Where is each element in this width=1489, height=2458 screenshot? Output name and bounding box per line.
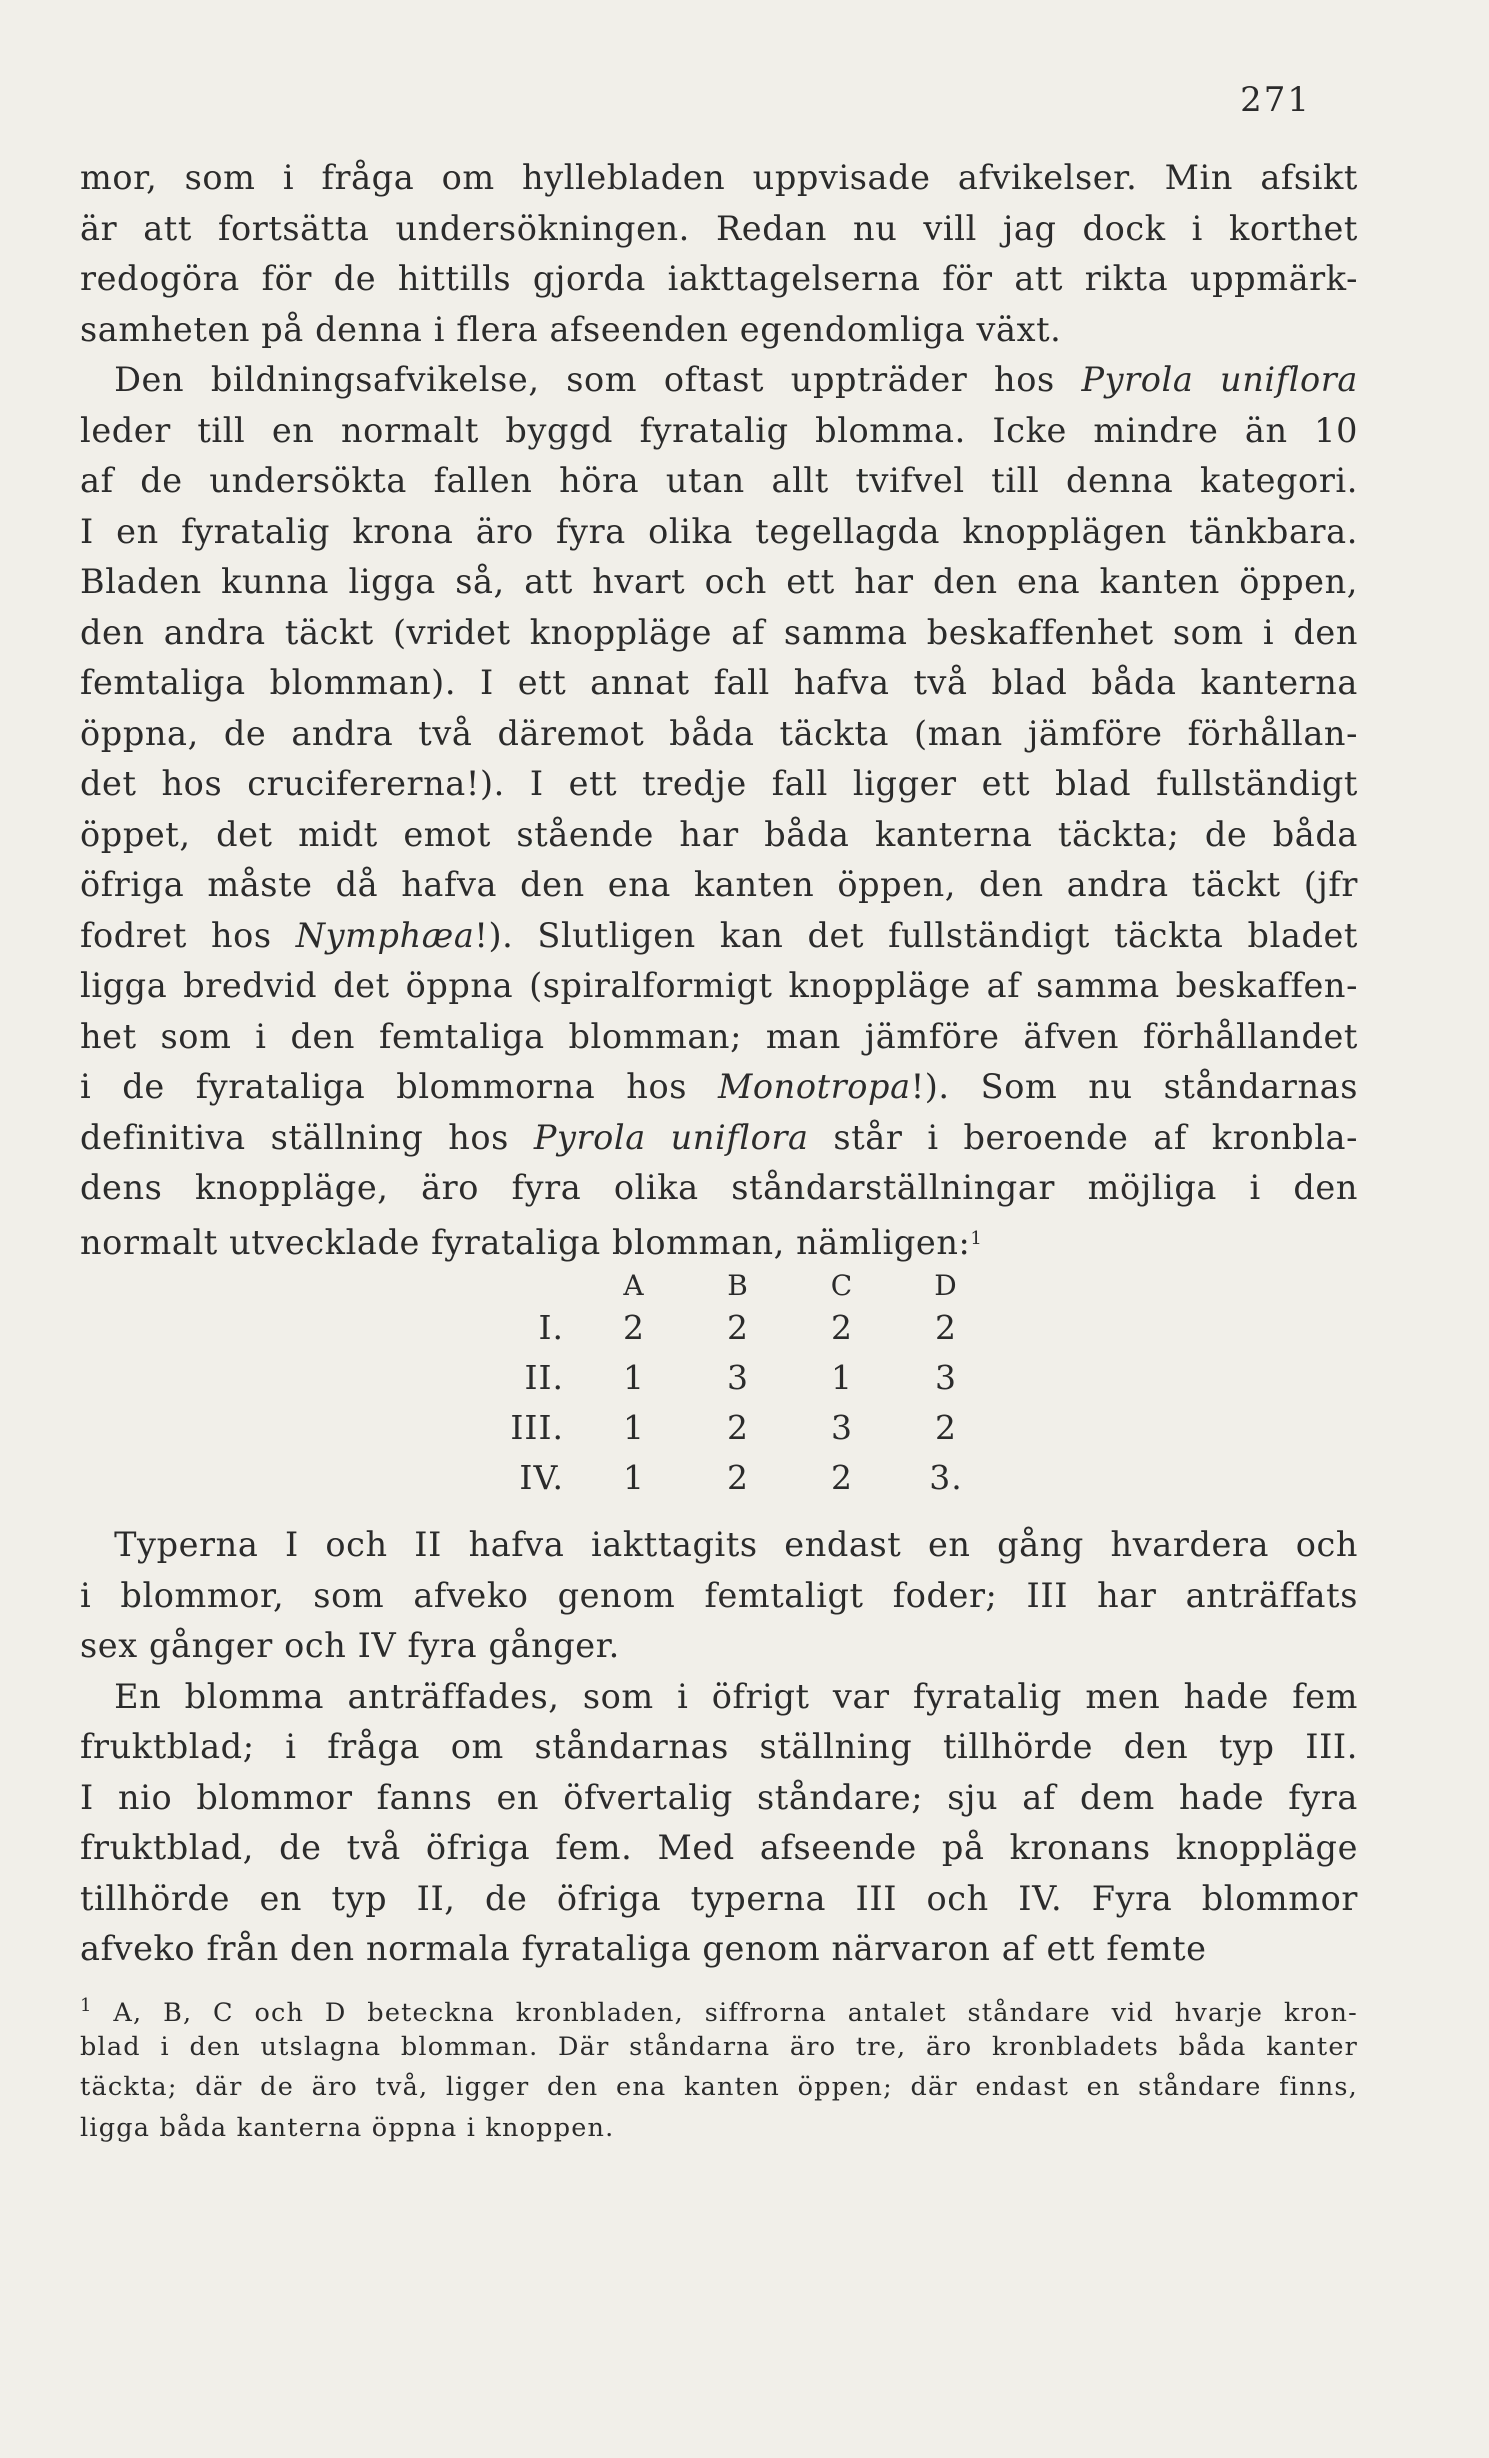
- table-cell: 2: [727, 1307, 749, 1347]
- text-line: [80, 1823, 1358, 1874]
- italic-text: Nymphæa: [295, 915, 475, 955]
- table-row: [488, 1452, 998, 1502]
- text-line: [80, 2108, 1358, 2149]
- row-label: III.: [510, 1407, 564, 1447]
- text-line: [80, 355, 1358, 406]
- text-segment: i blommor, som afveko genom femtaligt foder; III har anträffats: [80, 1575, 1358, 1615]
- table-cell: 1: [623, 1457, 645, 1497]
- text-line: [80, 1773, 1358, 1824]
- text-segment: afveko från den normala fyrataliga genom närvaron af ett femte: [80, 1929, 1207, 1968]
- text-segment: dens knoppläge, äro fyra olika ståndarställningar möjliga i den: [80, 1168, 1358, 1207]
- table-cell: 1: [831, 1357, 853, 1397]
- table-header-row: [488, 1268, 998, 1302]
- text-segment: En blomma anträffades, som i öfrigt var fyratalig men hade fem: [80, 1676, 1358, 1716]
- text-line: [80, 860, 1358, 911]
- text-line: [80, 456, 1358, 507]
- text-segment: Bladen kunna ligga så, att hvart och ett har den ena kanten öppen,: [80, 562, 1358, 601]
- text-line: [80, 1113, 1358, 1164]
- text-segment: Typerna I och II hafva iakttagits endast en gång hvardera och: [80, 1525, 1358, 1564]
- italic-text: Monotropa: [718, 1067, 911, 1106]
- text-line: [80, 305, 1358, 356]
- text-line: [80, 608, 1358, 659]
- text-line: [80, 1722, 1358, 1773]
- column-header-b: B: [727, 1268, 749, 1302]
- text-segment: fruktblad, de två öfriga fem. Med afseende på kronans knoppläge: [80, 1828, 1358, 1867]
- text-segment: Den bildningsafvikelse, som oftast uppträder hos: [80, 360, 1082, 399]
- text-segment: sex gånger och IV fyra gånger.: [80, 1626, 620, 1665]
- text-segment: öfriga måste då hafva den ena kanten öppen, den andra täckt (jfr: [80, 865, 1358, 904]
- text-segment: het som i den femtaliga blomman; man jämföre äfven förhållandet: [80, 1016, 1358, 1056]
- table-cell: 2: [935, 1307, 957, 1347]
- text-line: [80, 961, 1358, 1012]
- text-segment: ligga bredvid det öppna (spiralformigt knoppläge af samma beskaffen-: [80, 966, 1358, 1005]
- table-cell: 3: [727, 1357, 749, 1397]
- table-cell: 1: [623, 1357, 645, 1397]
- text-segment: mor, som i fråga om hyllebladen uppvisade afvikelser. Min afsikt: [80, 158, 1358, 197]
- table-corner: [488, 1268, 582, 1302]
- text-line: [80, 1062, 1358, 1113]
- text-segment: står i beroende af kronbla-: [808, 1117, 1359, 1157]
- table-cell: 2: [831, 1457, 853, 1497]
- text-line: [80, 1214, 1358, 1265]
- row-label: IV.: [519, 1457, 564, 1497]
- text-segment: öppet, det midt emot stående har båda kanterna täckta; de båda: [80, 814, 1358, 854]
- text-segment: är att fortsätta undersökningen. Redan nu vill jag dock i korthet: [80, 208, 1358, 248]
- table-cell: 3: [935, 1357, 957, 1397]
- text-segment: samheten på denna i flera afseenden egendomliga växt.: [80, 309, 1062, 349]
- stamen-position-table: [488, 1268, 998, 1502]
- text-segment: redogöra för de hittills gjorda iakttagelserna för att rikta uppmärk-: [80, 259, 1358, 298]
- text-segment: definitiva ställning hos: [80, 1117, 534, 1157]
- footnote-marker: 1: [80, 1995, 93, 2016]
- text-segment: af de undersökta fallen höra utan allt tvifvel till denna kategori.: [80, 461, 1358, 500]
- text-line: [80, 1571, 1358, 1622]
- text-segment: blad i den utslagna blomman. Där ståndarna äro tre, äro kronbladets båda kanter: [80, 2031, 1358, 2062]
- text-line: [80, 1672, 1358, 1723]
- footnote-marker: 1: [970, 1227, 983, 1249]
- footnote: [80, 1986, 1358, 2148]
- text-segment: öppna, de andra två däremot båda täckta (man jämföre förhållan-: [80, 713, 1358, 753]
- text-line: [80, 254, 1358, 305]
- text-line: [80, 204, 1358, 255]
- italic-text: Pyrola uniflora: [533, 1117, 809, 1157]
- text-segment: det hos crucifererna!). I ett tredje fall ligger ett blad fullständigt: [80, 764, 1358, 803]
- text-segment: I nio blommor fanns en öfvertalig ståndare; sju af dem hade fyra: [80, 1777, 1358, 1817]
- text-line: [80, 1520, 1358, 1571]
- text-segment: fodret hos: [80, 915, 296, 955]
- table-row: [488, 1302, 998, 1352]
- table-cell: 2: [935, 1407, 957, 1447]
- text-line: [80, 557, 1358, 608]
- text-segment: den andra täckt (vridet knoppläge af samma beskaffenhet som i den: [80, 612, 1358, 652]
- text-segment: A, B, C och D beteckna kronbladen, siffrorna antalet ståndare vid hvarje kron-: [92, 1998, 1358, 2028]
- italic-text: Pyrola uniflora: [1081, 360, 1358, 399]
- text-segment: leder till en normalt byggd fyratalig blomma. Icke mindre än 10: [80, 410, 1358, 450]
- text-segment: normalt utvecklade fyrataliga blomman, nämligen:: [80, 1222, 971, 1262]
- text-line: [80, 2027, 1358, 2068]
- table-cell: 2: [727, 1407, 749, 1447]
- table-cell: 2: [623, 1307, 645, 1347]
- page-number: 271: [1240, 80, 1311, 120]
- table-cell: 3.: [929, 1457, 963, 1497]
- text-line: [80, 2067, 1358, 2108]
- text-line: [80, 709, 1358, 760]
- text-line: [80, 406, 1358, 457]
- text-line: [80, 911, 1358, 962]
- text-line: [80, 1874, 1358, 1925]
- text-segment: i de fyrataliga blommorna hos: [80, 1067, 718, 1106]
- column-header-a: A: [623, 1268, 645, 1302]
- column-header-c: C: [830, 1268, 854, 1302]
- row-label: I.: [538, 1307, 564, 1347]
- text-line: [80, 658, 1358, 709]
- text-segment: ligga båda kanterna öppna i knoppen.: [80, 2112, 615, 2143]
- text-segment: femtaliga blomman). I ett annat fall hafva två blad båda kanterna: [80, 663, 1358, 702]
- text-segment: täckta; där de äro två, ligger den ena kanten öppen; där endast en ståndare finns,: [80, 2072, 1358, 2102]
- column-header-d: D: [934, 1268, 958, 1302]
- text-line: [80, 759, 1358, 810]
- text-line: [80, 810, 1358, 861]
- body-text-before-table: [80, 153, 1358, 1264]
- text-segment: !). Slutligen kan det fullständigt täckta bladet: [474, 915, 1358, 955]
- text-line: [80, 1986, 1358, 2027]
- text-segment: !). Som nu ståndarnas: [910, 1067, 1359, 1106]
- text-line: [80, 153, 1358, 204]
- text-segment: fruktblad; i fråga om ståndarnas ställning tillhörde den typ III.: [80, 1727, 1358, 1766]
- text-line: [80, 507, 1358, 558]
- text-line: [80, 1163, 1358, 1214]
- table-row: [488, 1352, 998, 1402]
- table-row: [488, 1402, 998, 1452]
- text-line: [80, 1621, 1358, 1672]
- body-text-after-table: [80, 1520, 1358, 1975]
- table-cell: 1: [623, 1407, 645, 1447]
- row-label: II.: [524, 1357, 564, 1397]
- text-segment: tillhörde en typ II, de öfriga typerna III och IV. Fyra blommor: [80, 1878, 1358, 1918]
- text-segment: I en fyratalig krona äro fyra olika tegellagda knopplägen tänkbara.: [80, 511, 1358, 551]
- table-cell: 2: [831, 1307, 853, 1347]
- table-cell: 2: [727, 1457, 749, 1497]
- text-line: [80, 1012, 1358, 1063]
- text-line: [80, 1924, 1358, 1975]
- table-cell: 3: [831, 1407, 853, 1447]
